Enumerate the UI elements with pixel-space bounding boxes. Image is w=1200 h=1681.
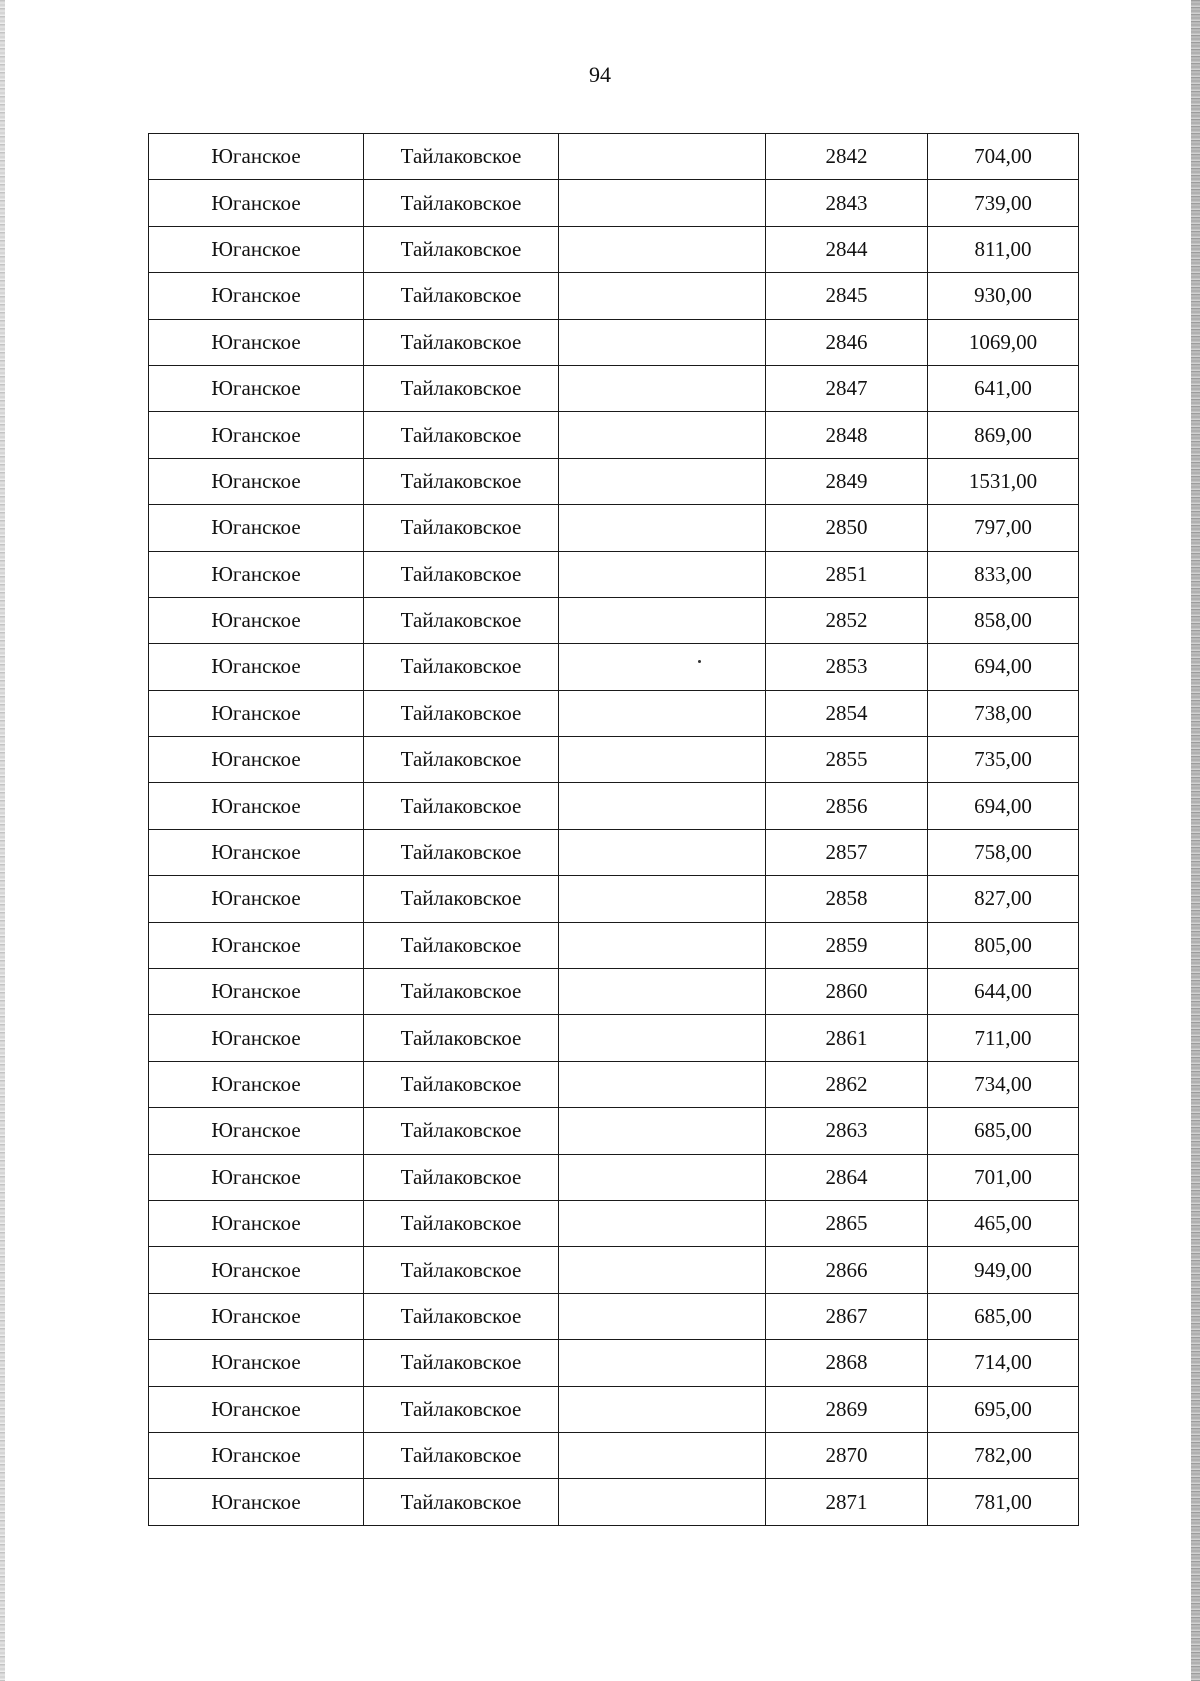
cell-extra [559,273,766,319]
cell-area: Тайлаковское [364,273,559,319]
cell-field: Юганское [149,1432,364,1478]
table-row [149,876,1079,922]
cell-field: Юганское [149,922,364,968]
cell-field: Юганское [149,1247,364,1293]
cell-value: 695,00 [928,1386,1079,1432]
cell-field: Юганское [149,319,364,365]
cell-field: Юганское [149,829,364,875]
cell-area: Тайлаковское [364,180,559,226]
cell-value: 465,00 [928,1200,1079,1246]
cell-area: Тайлаковское [364,134,559,180]
table-row [149,644,1079,690]
cell-extra [559,829,766,875]
cell-field: Юганское [149,180,364,226]
table-row [149,1061,1079,1107]
cell-area: Тайлаковское [364,1061,559,1107]
cell-value: 644,00 [928,969,1079,1015]
cell-area: Тайлаковское [364,1479,559,1525]
cell-field: Юганское [149,783,364,829]
cell-area: Тайлаковское [364,1154,559,1200]
cell-field: Юганское [149,505,364,551]
cell-area: Тайлаковское [364,644,559,690]
data-table [148,133,1079,1526]
cell-area: Тайлаковское [364,1293,559,1339]
table-row [149,1200,1079,1246]
cell-extra [559,1340,766,1386]
cell-number: 2855 [766,737,928,783]
cell-area: Тайлаковское [364,226,559,272]
table-row [149,737,1079,783]
table-row [149,412,1079,458]
table-row [149,783,1079,829]
cell-field: Юганское [149,273,364,319]
cell-area: Тайлаковское [364,1015,559,1061]
cell-area: Тайлаковское [364,1200,559,1246]
cell-field: Юганское [149,1200,364,1246]
cell-value: 858,00 [928,597,1079,643]
cell-extra [559,783,766,829]
cell-value: 735,00 [928,737,1079,783]
cell-field: Юганское [149,134,364,180]
cell-number: 2857 [766,829,928,875]
cell-extra [559,226,766,272]
cell-extra [559,319,766,365]
cell-value: 641,00 [928,365,1079,411]
cell-area: Тайлаковское [364,1386,559,1432]
cell-value: 1531,00 [928,458,1079,504]
cell-extra [559,1015,766,1061]
cell-field: Юганское [149,1061,364,1107]
cell-field: Юганское [149,1386,364,1432]
cell-value: 714,00 [928,1340,1079,1386]
cell-extra [559,1479,766,1525]
cell-area: Тайлаковское [364,1432,559,1478]
cell-extra [559,1061,766,1107]
scan-speck [698,660,701,663]
cell-extra [559,412,766,458]
cell-field: Юганское [149,737,364,783]
cell-field: Юганское [149,969,364,1015]
cell-number: 2844 [766,226,928,272]
cell-extra [559,1247,766,1293]
cell-extra [559,1108,766,1154]
table-row [149,458,1079,504]
cell-field: Юганское [149,644,364,690]
table-row [149,319,1079,365]
cell-number: 2845 [766,273,928,319]
cell-area: Тайлаковское [364,412,559,458]
cell-extra [559,505,766,551]
cell-extra [559,551,766,597]
cell-value: 685,00 [928,1108,1079,1154]
cell-extra [559,1200,766,1246]
table-row [149,273,1079,319]
cell-field: Юганское [149,1108,364,1154]
cell-extra [559,458,766,504]
cell-area: Тайлаковское [364,783,559,829]
cell-value: 781,00 [928,1479,1079,1525]
cell-area: Тайлаковское [364,319,559,365]
cell-number: 2871 [766,1479,928,1525]
cell-extra [559,134,766,180]
table-row [149,1108,1079,1154]
cell-number: 2861 [766,1015,928,1061]
cell-extra [559,1386,766,1432]
cell-number: 2856 [766,783,928,829]
cell-field: Юганское [149,1479,364,1525]
cell-field: Юганское [149,1340,364,1386]
cell-field: Юганское [149,876,364,922]
cell-extra [559,1293,766,1339]
cell-field: Юганское [149,412,364,458]
table-row [149,1015,1079,1061]
cell-field: Юганское [149,1015,364,1061]
cell-area: Тайлаковское [364,969,559,1015]
cell-number: 2848 [766,412,928,458]
cell-extra [559,969,766,1015]
cell-area: Тайлаковское [364,690,559,736]
cell-number: 2868 [766,1340,928,1386]
table-row [149,1432,1079,1478]
cell-value: 694,00 [928,644,1079,690]
table-row [149,226,1079,272]
table-row [149,597,1079,643]
cell-value: 734,00 [928,1061,1079,1107]
cell-number: 2842 [766,134,928,180]
scan-edge-left [0,0,5,1681]
cell-field: Юганское [149,690,364,736]
cell-field: Юганское [149,1154,364,1200]
table-row [149,505,1079,551]
cell-value: 685,00 [928,1293,1079,1339]
cell-area: Тайлаковское [364,597,559,643]
cell-extra [559,922,766,968]
cell-number: 2870 [766,1432,928,1478]
cell-extra [559,180,766,226]
cell-value: 869,00 [928,412,1079,458]
cell-value: 1069,00 [928,319,1079,365]
cell-extra [559,597,766,643]
cell-value: 782,00 [928,1432,1079,1478]
cell-area: Тайлаковское [364,1340,559,1386]
cell-area: Тайлаковское [364,829,559,875]
cell-area: Тайлаковское [364,505,559,551]
cell-value: 827,00 [928,876,1079,922]
table-row [149,690,1079,736]
table-row [149,1154,1079,1200]
cell-field: Юганское [149,597,364,643]
cell-number: 2851 [766,551,928,597]
cell-extra [559,690,766,736]
table-row [149,1340,1079,1386]
cell-field: Юганское [149,458,364,504]
table-row [149,180,1079,226]
cell-number: 2860 [766,969,928,1015]
cell-area: Тайлаковское [364,876,559,922]
table-row [149,134,1079,180]
cell-value: 805,00 [928,922,1079,968]
cell-number: 2854 [766,690,928,736]
cell-value: 949,00 [928,1247,1079,1293]
table-row [149,922,1079,968]
cell-area: Тайлаковское [364,737,559,783]
cell-number: 2843 [766,180,928,226]
cell-field: Юганское [149,365,364,411]
cell-number: 2847 [766,365,928,411]
cell-value: 694,00 [928,783,1079,829]
cell-field: Юганское [149,226,364,272]
cell-extra [559,644,766,690]
cell-extra [559,876,766,922]
cell-number: 2859 [766,922,928,968]
table-row [149,1293,1079,1339]
cell-value: 758,00 [928,829,1079,875]
cell-area: Тайлаковское [364,551,559,597]
cell-extra [559,365,766,411]
cell-area: Тайлаковское [364,1108,559,1154]
table-body [149,134,1079,1526]
cell-number: 2858 [766,876,928,922]
cell-number: 2862 [766,1061,928,1107]
cell-extra [559,1154,766,1200]
cell-value: 711,00 [928,1015,1079,1061]
cell-value: 811,00 [928,226,1079,272]
cell-field: Юганское [149,1293,364,1339]
table-row [149,1386,1079,1432]
cell-number: 2849 [766,458,928,504]
cell-number: 2869 [766,1386,928,1432]
cell-number: 2864 [766,1154,928,1200]
cell-field: Юганское [149,551,364,597]
cell-value: 738,00 [928,690,1079,736]
table-row [149,1479,1079,1525]
page-number: 94 [589,62,611,87]
cell-number: 2853 [766,644,928,690]
cell-number: 2846 [766,319,928,365]
cell-area: Тайлаковское [364,365,559,411]
cell-number: 2866 [766,1247,928,1293]
cell-number: 2852 [766,597,928,643]
table-row [149,829,1079,875]
cell-extra [559,737,766,783]
cell-extra [559,1432,766,1478]
cell-value: 739,00 [928,180,1079,226]
cell-value: 833,00 [928,551,1079,597]
table-row [149,365,1079,411]
cell-number: 2863 [766,1108,928,1154]
cell-number: 2867 [766,1293,928,1339]
table-row [149,969,1079,1015]
table-row [149,551,1079,597]
cell-area: Тайлаковское [364,1247,559,1293]
scan-edge-right [1191,0,1200,1681]
cell-value: 704,00 [928,134,1079,180]
cell-value: 701,00 [928,1154,1079,1200]
cell-area: Тайлаковское [364,458,559,504]
cell-area: Тайлаковское [364,922,559,968]
cell-number: 2850 [766,505,928,551]
cell-value: 797,00 [928,505,1079,551]
cell-value: 930,00 [928,273,1079,319]
cell-number: 2865 [766,1200,928,1246]
table-row [149,1247,1079,1293]
